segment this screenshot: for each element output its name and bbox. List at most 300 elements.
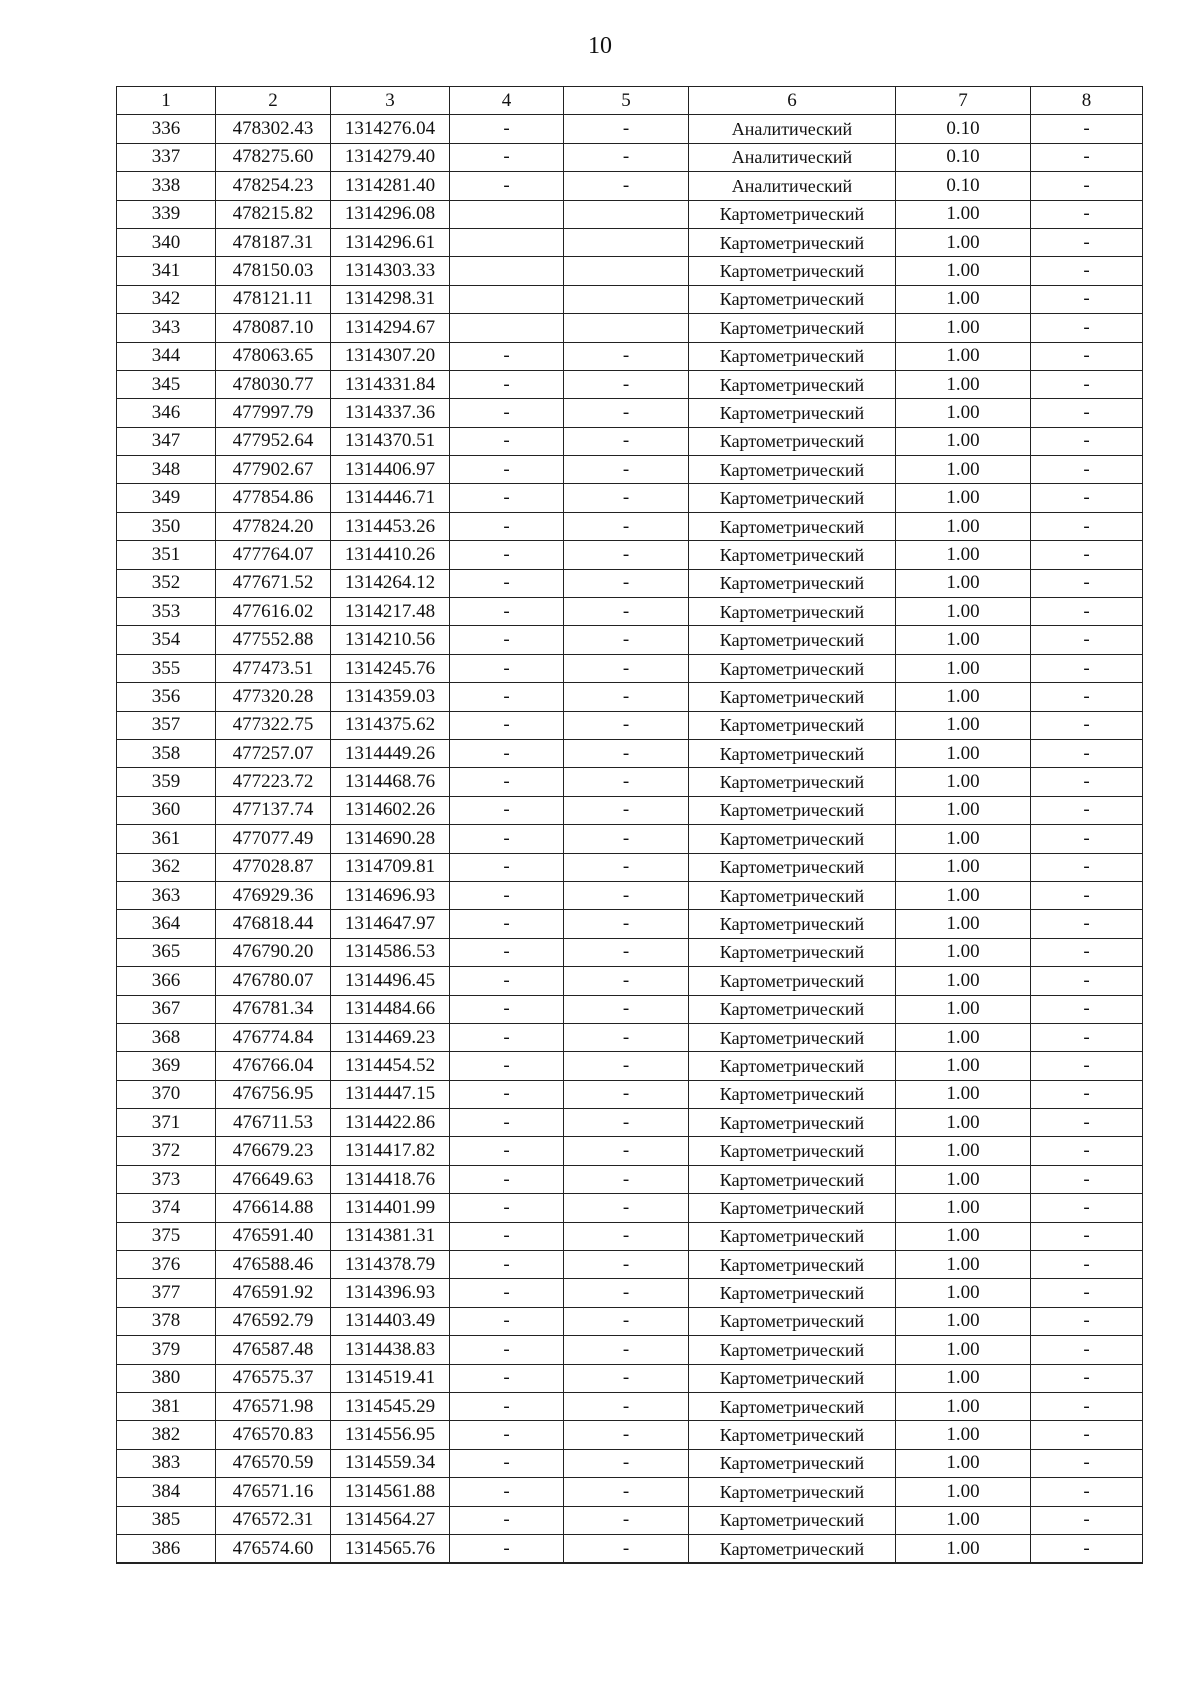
accuracy-cell: 1.00 bbox=[896, 370, 1031, 398]
col4-cell: - bbox=[450, 967, 564, 995]
col5-cell: - bbox=[564, 1251, 689, 1279]
col4-cell: - bbox=[450, 768, 564, 796]
col5-cell: - bbox=[564, 1194, 689, 1222]
method-cell: Картометрический bbox=[689, 1336, 896, 1364]
y-coordinate-cell: 1314307.20 bbox=[331, 342, 450, 370]
table-row bbox=[117, 370, 1143, 398]
point-number-cell: 351 bbox=[117, 541, 216, 569]
point-number-cell: 336 bbox=[117, 115, 216, 143]
method-cell: Картометрический bbox=[689, 1506, 896, 1534]
method-cell: Картометрический bbox=[689, 399, 896, 427]
y-coordinate-cell: 1314545.29 bbox=[331, 1392, 450, 1420]
col8-cell: - bbox=[1031, 825, 1143, 853]
accuracy-cell: 1.00 bbox=[896, 1364, 1031, 1392]
method-cell: Картометрический bbox=[689, 1279, 896, 1307]
col5-cell: - bbox=[564, 427, 689, 455]
accuracy-cell: 1.00 bbox=[896, 1336, 1031, 1364]
method-cell: Картометрический bbox=[689, 711, 896, 739]
col4-cell: - bbox=[450, 1449, 564, 1477]
col4-cell: - bbox=[450, 598, 564, 626]
x-coordinate-cell: 476614.88 bbox=[216, 1194, 331, 1222]
x-coordinate-cell: 476780.07 bbox=[216, 967, 331, 995]
x-coordinate-cell: 477028.87 bbox=[216, 853, 331, 881]
accuracy-cell: 1.00 bbox=[896, 711, 1031, 739]
y-coordinate-cell: 1314375.62 bbox=[331, 711, 450, 739]
col5-cell: - bbox=[564, 1534, 689, 1563]
y-coordinate-cell: 1314294.67 bbox=[331, 314, 450, 342]
accuracy-cell: 1.00 bbox=[896, 1421, 1031, 1449]
point-number-cell: 343 bbox=[117, 314, 216, 342]
column-header: 7 bbox=[896, 87, 1031, 115]
col4-cell: - bbox=[450, 910, 564, 938]
x-coordinate-cell: 477257.07 bbox=[216, 739, 331, 767]
col5-cell: - bbox=[564, 768, 689, 796]
x-coordinate-cell: 477616.02 bbox=[216, 598, 331, 626]
point-number-cell: 350 bbox=[117, 512, 216, 540]
y-coordinate-cell: 1314210.56 bbox=[331, 626, 450, 654]
point-number-cell: 380 bbox=[117, 1364, 216, 1392]
method-cell: Картометрический bbox=[689, 796, 896, 824]
x-coordinate-cell: 478150.03 bbox=[216, 257, 331, 285]
method-cell: Картометрический bbox=[689, 1109, 896, 1137]
point-number-cell: 365 bbox=[117, 938, 216, 966]
y-coordinate-cell: 1314401.99 bbox=[331, 1194, 450, 1222]
y-coordinate-cell: 1314331.84 bbox=[331, 370, 450, 398]
accuracy-cell: 1.00 bbox=[896, 1165, 1031, 1193]
point-number-cell: 372 bbox=[117, 1137, 216, 1165]
x-coordinate-cell: 476570.83 bbox=[216, 1421, 331, 1449]
y-coordinate-cell: 1314422.86 bbox=[331, 1109, 450, 1137]
col4-cell: - bbox=[450, 1023, 564, 1051]
table-row bbox=[117, 683, 1143, 711]
y-coordinate-cell: 1314561.88 bbox=[331, 1478, 450, 1506]
col4-cell: - bbox=[450, 456, 564, 484]
column-header: 1 bbox=[117, 87, 216, 115]
col4-cell: - bbox=[450, 484, 564, 512]
point-number-cell: 373 bbox=[117, 1165, 216, 1193]
table-row bbox=[117, 881, 1143, 909]
y-coordinate-cell: 1314381.31 bbox=[331, 1222, 450, 1250]
y-coordinate-cell: 1314296.08 bbox=[331, 200, 450, 228]
y-coordinate-cell: 1314281.40 bbox=[331, 172, 450, 200]
col8-cell: - bbox=[1031, 314, 1143, 342]
column-header: 6 bbox=[689, 87, 896, 115]
table-row bbox=[117, 967, 1143, 995]
x-coordinate-cell: 478087.10 bbox=[216, 314, 331, 342]
table-row bbox=[117, 1023, 1143, 1051]
point-number-cell: 355 bbox=[117, 654, 216, 682]
col8-cell: - bbox=[1031, 1194, 1143, 1222]
col5-cell: - bbox=[564, 626, 689, 654]
y-coordinate-cell: 1314298.31 bbox=[331, 285, 450, 313]
column-header: 5 bbox=[564, 87, 689, 115]
accuracy-cell: 1.00 bbox=[896, 1080, 1031, 1108]
x-coordinate-cell: 478254.23 bbox=[216, 172, 331, 200]
point-number-cell: 374 bbox=[117, 1194, 216, 1222]
col8-cell: - bbox=[1031, 1165, 1143, 1193]
col8-cell: - bbox=[1031, 399, 1143, 427]
y-coordinate-cell: 1314279.40 bbox=[331, 143, 450, 171]
point-number-cell: 370 bbox=[117, 1080, 216, 1108]
col5-cell: - bbox=[564, 1222, 689, 1250]
y-coordinate-cell: 1314602.26 bbox=[331, 796, 450, 824]
method-cell: Картометрический bbox=[689, 1449, 896, 1477]
col5-cell: - bbox=[564, 739, 689, 767]
y-coordinate-cell: 1314564.27 bbox=[331, 1506, 450, 1534]
col4-cell: - bbox=[450, 739, 564, 767]
point-number-cell: 385 bbox=[117, 1506, 216, 1534]
method-cell: Картометрический bbox=[689, 654, 896, 682]
col5-cell: - bbox=[564, 1336, 689, 1364]
table-row bbox=[117, 739, 1143, 767]
method-cell: Картометрический bbox=[689, 739, 896, 767]
y-coordinate-cell: 1314449.26 bbox=[331, 739, 450, 767]
table-row bbox=[117, 711, 1143, 739]
col8-cell: - bbox=[1031, 1421, 1143, 1449]
col8-cell: - bbox=[1031, 569, 1143, 597]
point-number-cell: 369 bbox=[117, 1052, 216, 1080]
col4-cell: - bbox=[450, 399, 564, 427]
accuracy-cell: 1.00 bbox=[896, 626, 1031, 654]
point-number-cell: 357 bbox=[117, 711, 216, 739]
method-cell: Картометрический bbox=[689, 456, 896, 484]
col8-cell: - bbox=[1031, 342, 1143, 370]
table-row bbox=[117, 1421, 1143, 1449]
accuracy-cell: 1.00 bbox=[896, 796, 1031, 824]
col4-cell: - bbox=[450, 1251, 564, 1279]
table-row bbox=[117, 115, 1143, 143]
point-number-cell: 349 bbox=[117, 484, 216, 512]
accuracy-cell: 1.00 bbox=[896, 427, 1031, 455]
x-coordinate-cell: 476570.59 bbox=[216, 1449, 331, 1477]
col4-cell: - bbox=[450, 115, 564, 143]
x-coordinate-cell: 476766.04 bbox=[216, 1052, 331, 1080]
accuracy-cell: 1.00 bbox=[896, 541, 1031, 569]
col4-cell: - bbox=[450, 626, 564, 654]
accuracy-cell: 1.00 bbox=[896, 881, 1031, 909]
y-coordinate-cell: 1314410.26 bbox=[331, 541, 450, 569]
point-number-cell: 342 bbox=[117, 285, 216, 313]
point-number-cell: 378 bbox=[117, 1307, 216, 1335]
col5-cell: - bbox=[564, 512, 689, 540]
method-cell: Картометрический bbox=[689, 1165, 896, 1193]
col8-cell: - bbox=[1031, 1364, 1143, 1392]
col8-cell: - bbox=[1031, 1336, 1143, 1364]
point-number-cell: 337 bbox=[117, 143, 216, 171]
col4-cell: - bbox=[450, 1080, 564, 1108]
col4-cell bbox=[450, 200, 564, 228]
col8-cell: - bbox=[1031, 995, 1143, 1023]
y-coordinate-cell: 1314359.03 bbox=[331, 683, 450, 711]
col5-cell: - bbox=[564, 683, 689, 711]
col5-cell: - bbox=[564, 1307, 689, 1335]
point-number-cell: 375 bbox=[117, 1222, 216, 1250]
accuracy-cell: 1.00 bbox=[896, 683, 1031, 711]
col4-cell: - bbox=[450, 1137, 564, 1165]
x-coordinate-cell: 478215.82 bbox=[216, 200, 331, 228]
col8-cell: - bbox=[1031, 484, 1143, 512]
table-row bbox=[117, 1506, 1143, 1534]
col5-cell: - bbox=[564, 1109, 689, 1137]
col8-cell: - bbox=[1031, 768, 1143, 796]
accuracy-cell: 1.00 bbox=[896, 1449, 1031, 1477]
y-coordinate-cell: 1314453.26 bbox=[331, 512, 450, 540]
point-number-cell: 363 bbox=[117, 881, 216, 909]
y-coordinate-cell: 1314370.51 bbox=[331, 427, 450, 455]
table-row bbox=[117, 484, 1143, 512]
method-cell: Картометрический bbox=[689, 683, 896, 711]
col4-cell: - bbox=[450, 683, 564, 711]
col8-cell: - bbox=[1031, 711, 1143, 739]
col8-cell: - bbox=[1031, 541, 1143, 569]
col4-cell: - bbox=[450, 1336, 564, 1364]
col8-cell: - bbox=[1031, 456, 1143, 484]
col8-cell: - bbox=[1031, 228, 1143, 256]
method-cell: Картометрический bbox=[689, 1534, 896, 1563]
point-number-cell: 381 bbox=[117, 1392, 216, 1420]
col5-cell bbox=[564, 314, 689, 342]
col5-cell: - bbox=[564, 853, 689, 881]
col5-cell: - bbox=[564, 1165, 689, 1193]
col4-cell: - bbox=[450, 1109, 564, 1137]
accuracy-cell: 1.00 bbox=[896, 1194, 1031, 1222]
accuracy-cell: 1.00 bbox=[896, 825, 1031, 853]
method-cell: Картометрический bbox=[689, 825, 896, 853]
column-header: 2 bbox=[216, 87, 331, 115]
x-coordinate-cell: 478121.11 bbox=[216, 285, 331, 313]
point-number-cell: 352 bbox=[117, 569, 216, 597]
x-coordinate-cell: 477764.07 bbox=[216, 541, 331, 569]
point-number-cell: 361 bbox=[117, 825, 216, 853]
y-coordinate-cell: 1314565.76 bbox=[331, 1534, 450, 1563]
point-number-cell: 348 bbox=[117, 456, 216, 484]
point-number-cell: 347 bbox=[117, 427, 216, 455]
accuracy-cell: 1.00 bbox=[896, 853, 1031, 881]
y-coordinate-cell: 1314378.79 bbox=[331, 1251, 450, 1279]
col4-cell: - bbox=[450, 654, 564, 682]
x-coordinate-cell: 476575.37 bbox=[216, 1364, 331, 1392]
col8-cell: - bbox=[1031, 200, 1143, 228]
point-number-cell: 364 bbox=[117, 910, 216, 938]
accuracy-cell: 1.00 bbox=[896, 1137, 1031, 1165]
method-cell: Картометрический bbox=[689, 484, 896, 512]
accuracy-cell: 1.00 bbox=[896, 399, 1031, 427]
col5-cell: - bbox=[564, 1137, 689, 1165]
y-coordinate-cell: 1314217.48 bbox=[331, 598, 450, 626]
method-cell: Картометрический bbox=[689, 938, 896, 966]
x-coordinate-cell: 477223.72 bbox=[216, 768, 331, 796]
method-cell: Картометрический bbox=[689, 626, 896, 654]
col5-cell: - bbox=[564, 541, 689, 569]
point-number-cell: 377 bbox=[117, 1279, 216, 1307]
column-header: 3 bbox=[331, 87, 450, 115]
column-header: 4 bbox=[450, 87, 564, 115]
method-cell: Аналитический bbox=[689, 143, 896, 171]
method-cell: Картометрический bbox=[689, 1421, 896, 1449]
col4-cell: - bbox=[450, 1478, 564, 1506]
x-coordinate-cell: 476572.31 bbox=[216, 1506, 331, 1534]
point-number-cell: 354 bbox=[117, 626, 216, 654]
table-row bbox=[117, 1534, 1143, 1563]
col8-cell: - bbox=[1031, 1279, 1143, 1307]
col8-cell: - bbox=[1031, 1109, 1143, 1137]
y-coordinate-cell: 1314264.12 bbox=[331, 569, 450, 597]
method-cell: Картометрический bbox=[689, 370, 896, 398]
table-row bbox=[117, 285, 1143, 313]
method-cell: Картометрический bbox=[689, 1307, 896, 1335]
accuracy-cell: 1.00 bbox=[896, 967, 1031, 995]
x-coordinate-cell: 476649.63 bbox=[216, 1165, 331, 1193]
point-number-cell: 362 bbox=[117, 853, 216, 881]
col5-cell: - bbox=[564, 456, 689, 484]
y-coordinate-cell: 1314303.33 bbox=[331, 257, 450, 285]
y-coordinate-cell: 1314468.76 bbox=[331, 768, 450, 796]
x-coordinate-cell: 476588.46 bbox=[216, 1251, 331, 1279]
col4-cell: - bbox=[450, 172, 564, 200]
accuracy-cell: 1.00 bbox=[896, 314, 1031, 342]
accuracy-cell: 1.00 bbox=[896, 768, 1031, 796]
accuracy-cell: 1.00 bbox=[896, 1307, 1031, 1335]
table-row bbox=[117, 1392, 1143, 1420]
point-number-cell: 371 bbox=[117, 1109, 216, 1137]
accuracy-cell: 1.00 bbox=[896, 484, 1031, 512]
point-number-cell: 341 bbox=[117, 257, 216, 285]
x-coordinate-cell: 476574.60 bbox=[216, 1534, 331, 1563]
table-row bbox=[117, 1194, 1143, 1222]
y-coordinate-cell: 1314245.76 bbox=[331, 654, 450, 682]
method-cell: Картометрический bbox=[689, 257, 896, 285]
accuracy-cell: 1.00 bbox=[896, 456, 1031, 484]
accuracy-cell: 1.00 bbox=[896, 228, 1031, 256]
x-coordinate-cell: 478030.77 bbox=[216, 370, 331, 398]
method-cell: Картометрический bbox=[689, 342, 896, 370]
table-row bbox=[117, 1052, 1143, 1080]
col5-cell: - bbox=[564, 825, 689, 853]
table-row bbox=[117, 427, 1143, 455]
col8-cell: - bbox=[1031, 512, 1143, 540]
x-coordinate-cell: 478302.43 bbox=[216, 115, 331, 143]
point-number-cell: 367 bbox=[117, 995, 216, 1023]
method-cell: Картометрический bbox=[689, 512, 896, 540]
col8-cell: - bbox=[1031, 881, 1143, 909]
x-coordinate-cell: 476790.20 bbox=[216, 938, 331, 966]
col8-cell: - bbox=[1031, 910, 1143, 938]
y-coordinate-cell: 1314406.97 bbox=[331, 456, 450, 484]
point-number-cell: 366 bbox=[117, 967, 216, 995]
col8-cell: - bbox=[1031, 1307, 1143, 1335]
col8-cell: - bbox=[1031, 1137, 1143, 1165]
method-cell: Картометрический bbox=[689, 1137, 896, 1165]
y-coordinate-cell: 1314586.53 bbox=[331, 938, 450, 966]
table-row bbox=[117, 598, 1143, 626]
x-coordinate-cell: 477902.67 bbox=[216, 456, 331, 484]
method-cell: Картометрический bbox=[689, 541, 896, 569]
col5-cell: - bbox=[564, 1449, 689, 1477]
y-coordinate-cell: 1314438.83 bbox=[331, 1336, 450, 1364]
col4-cell: - bbox=[450, 1392, 564, 1420]
table-row bbox=[117, 172, 1143, 200]
col5-cell: - bbox=[564, 115, 689, 143]
col4-cell: - bbox=[450, 1279, 564, 1307]
col8-cell: - bbox=[1031, 1251, 1143, 1279]
method-cell: Картометрический bbox=[689, 1392, 896, 1420]
table-row bbox=[117, 910, 1143, 938]
accuracy-cell: 1.00 bbox=[896, 1506, 1031, 1534]
accuracy-cell: 1.00 bbox=[896, 1023, 1031, 1051]
accuracy-cell: 0.10 bbox=[896, 172, 1031, 200]
y-coordinate-cell: 1314519.41 bbox=[331, 1364, 450, 1392]
col4-cell: - bbox=[450, 143, 564, 171]
col8-cell: - bbox=[1031, 1392, 1143, 1420]
table-row bbox=[117, 853, 1143, 881]
col5-cell: - bbox=[564, 1080, 689, 1108]
accuracy-cell: 1.00 bbox=[896, 1534, 1031, 1563]
accuracy-cell: 1.00 bbox=[896, 1251, 1031, 1279]
col8-cell: - bbox=[1031, 967, 1143, 995]
x-coordinate-cell: 476587.48 bbox=[216, 1336, 331, 1364]
y-coordinate-cell: 1314469.23 bbox=[331, 1023, 450, 1051]
table-row bbox=[117, 796, 1143, 824]
col4-cell: - bbox=[450, 1222, 564, 1250]
accuracy-cell: 1.00 bbox=[896, 938, 1031, 966]
col5-cell: - bbox=[564, 910, 689, 938]
col4-cell: - bbox=[450, 995, 564, 1023]
page-number: 10 bbox=[588, 33, 612, 59]
y-coordinate-cell: 1314276.04 bbox=[331, 115, 450, 143]
method-cell: Картометрический bbox=[689, 1052, 896, 1080]
col5-cell: - bbox=[564, 1421, 689, 1449]
table-row bbox=[117, 1307, 1143, 1335]
table-row bbox=[117, 512, 1143, 540]
point-number-cell: 386 bbox=[117, 1534, 216, 1563]
y-coordinate-cell: 1314447.15 bbox=[331, 1080, 450, 1108]
table-row bbox=[117, 995, 1143, 1023]
col4-cell: - bbox=[450, 427, 564, 455]
method-cell: Картометрический bbox=[689, 285, 896, 313]
method-cell: Картометрический bbox=[689, 1251, 896, 1279]
point-number-cell: 340 bbox=[117, 228, 216, 256]
table-row bbox=[117, 1137, 1143, 1165]
col8-cell: - bbox=[1031, 654, 1143, 682]
method-cell: Картометрический bbox=[689, 853, 896, 881]
method-cell: Картометрический bbox=[689, 1080, 896, 1108]
col8-cell: - bbox=[1031, 853, 1143, 881]
col5-cell: - bbox=[564, 1364, 689, 1392]
col5-cell: - bbox=[564, 172, 689, 200]
col4-cell: - bbox=[450, 1364, 564, 1392]
col4-cell bbox=[450, 285, 564, 313]
y-coordinate-cell: 1314418.76 bbox=[331, 1165, 450, 1193]
col5-cell: - bbox=[564, 967, 689, 995]
x-coordinate-cell: 477137.74 bbox=[216, 796, 331, 824]
y-coordinate-cell: 1314709.81 bbox=[331, 853, 450, 881]
point-number-cell: 356 bbox=[117, 683, 216, 711]
col5-cell bbox=[564, 200, 689, 228]
method-cell: Картометрический bbox=[689, 1194, 896, 1222]
col8-cell: - bbox=[1031, 1222, 1143, 1250]
col4-cell bbox=[450, 257, 564, 285]
col5-cell: - bbox=[564, 1392, 689, 1420]
col5-cell: - bbox=[564, 881, 689, 909]
col4-cell: - bbox=[450, 1307, 564, 1335]
accuracy-cell: 1.00 bbox=[896, 654, 1031, 682]
col4-cell: - bbox=[450, 853, 564, 881]
accuracy-cell: 1.00 bbox=[896, 1109, 1031, 1137]
col4-cell: - bbox=[450, 1165, 564, 1193]
table-row bbox=[117, 228, 1143, 256]
point-number-cell: 344 bbox=[117, 342, 216, 370]
table-row bbox=[117, 399, 1143, 427]
